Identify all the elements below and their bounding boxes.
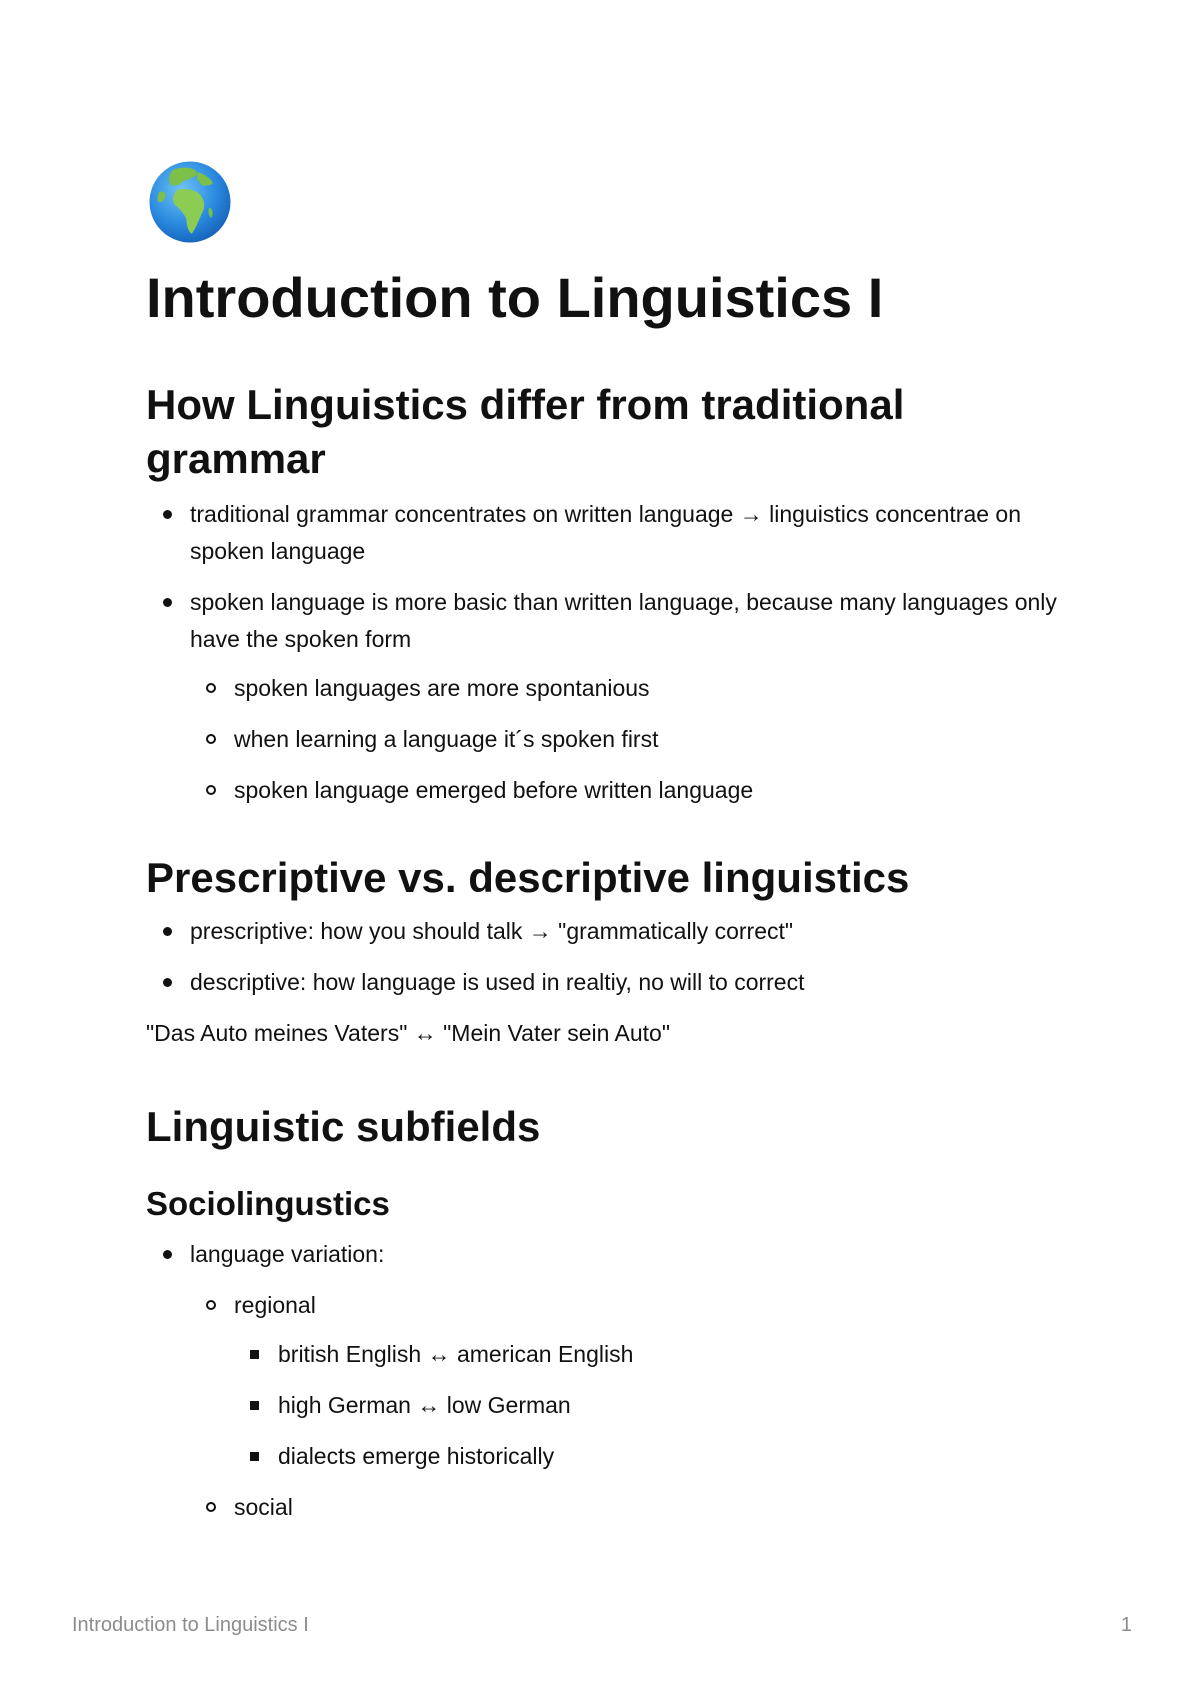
list-item [146,496,1066,570]
bullet-circle-icon [206,785,216,795]
bullet-square-icon [250,1350,259,1359]
sociolinguistics-list [146,1236,1066,1526]
bullet-disc-icon [163,598,172,607]
traditional-grammar-list [146,496,1066,809]
section-heading-prescriptive-descriptive: Prescriptive vs. descriptive linguistics [146,854,910,901]
list-item-text: dialects emerge historically [278,1443,555,1469]
section-heading-traditional-grammar: How Linguistics differ from traditional grammar [146,381,905,482]
footer-title: Introduction to Linguistics I [72,1614,309,1636]
bullet-square-icon [250,1401,259,1410]
list-item-text: high German ↔ low German [278,1392,571,1418]
bullet-circle-icon [206,734,216,744]
list-item-text: descriptive: how language is used in realtiy, no will to correct [190,969,805,995]
list-item [146,721,1066,758]
list-item [146,1287,1066,1324]
section-heading-linguistic-subfields: Linguistic subfields [146,1103,541,1150]
bullet-disc-icon [163,978,172,987]
list-item [146,1489,1066,1526]
list-item-text: language variation: [190,1241,385,1267]
page-content [146,158,1066,1526]
list-item [146,1438,1066,1475]
list-item-text: regional [234,1292,316,1318]
list-item [146,1336,1066,1373]
list-item-text: spoken language emerged before written language [234,777,754,803]
bullet-disc-icon [163,1250,172,1259]
prescriptive-descriptive-list [146,913,1066,1001]
list-item [146,964,1066,1001]
list-item-text: when learning a language it´s spoken first [234,726,659,752]
list-item-text: social [234,1494,293,1520]
bullet-circle-icon [206,1502,216,1512]
list-item-text: traditional grammar concentrates on written language → linguistics concentrae on spoken language [190,501,1021,564]
list-item-text: british English ↔ american English [278,1341,634,1367]
subsection-heading-sociolinguistics: Sociolingustics [146,1185,390,1222]
list-item [146,772,1066,809]
example-paragraph: "Das Auto meines Vaters" ↔ "Mein Vater sein Auto" [146,1020,670,1046]
globe-icon [146,158,234,246]
list-item [146,1236,1066,1273]
bullet-disc-icon [163,927,172,936]
page-number: 1 [1120,1614,1132,1636]
page-title: Introduction to Linguistics I [146,266,884,329]
list-item-text: prescriptive: how you should talk → "grammatically correct" [190,918,794,944]
bullet-disc-icon [163,510,172,519]
bullet-circle-icon [206,683,216,693]
bullet-square-icon [250,1452,259,1461]
list-item [146,584,1066,658]
list-item-text: spoken languages are more spontanious [234,675,650,701]
list-item-text: spoken language is more basic than written language, because many languages only have the spoken form [190,589,1057,652]
bullet-circle-icon [206,1300,216,1310]
list-item [146,913,1066,950]
list-item [146,670,1066,707]
list-item [146,1387,1066,1424]
